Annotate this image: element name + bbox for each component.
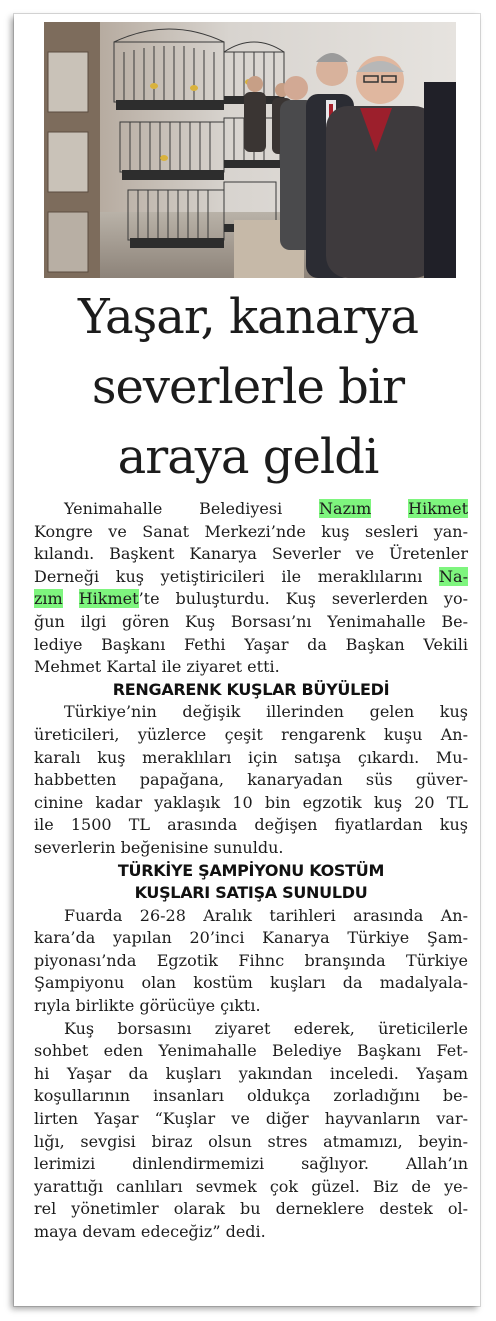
text-run: ’te buluşturdu. Kuş severlerden yo- [138,589,468,609]
text-run: Derneği kuş yetiştiricileri ile meraklılarını [34,566,440,586]
text-run: hi Yaşar da kuşları yakından inceledi. Yaşam [34,1063,468,1083]
text-run: ğun ilgi gören Kuş Borsası’nı Yenimahalle Be- [34,611,468,631]
headline-line: Yaşar, kanarya [78,289,418,345]
headline [20,282,476,492]
text-run: Mehmet Kartal ile ziyaret etti. [34,657,280,677]
text-line [34,588,468,611]
text-run: Fuarda 26-28 Aralık tarihleri arasında An- [64,905,468,925]
text-line [34,611,468,634]
text-run: kılandı. Başkent Kanarya Severler ve Üretenler [34,544,468,564]
text-run: lerimizi dinlendirmemizi sağlıyor. Allah’ın [34,1154,468,1174]
paragraph-2 [34,701,468,859]
paragraph-4 [34,1018,468,1244]
text-run: karalı kuş meraklıları için satışa çıkardı. Mu- [34,747,468,767]
text-line [34,1063,468,1086]
text-run: rel yönetimler olarak bu derneklere destek ol- [34,1199,468,1219]
text-run: üreticileri, yüzlerce çeşit rengarenk kuşu An- [34,724,468,744]
highlighted-word: Hikmet [408,499,468,518]
text-run [371,499,408,518]
paragraph-1 [34,498,468,679]
headline-line: severlerle bir [91,359,405,415]
text-run: cinine kadar yaklaşık 10 bin egzotik kuş 20 TL [34,792,468,812]
paragraph-3 [34,905,468,1018]
text-line [34,634,468,657]
text-line [34,1176,468,1199]
text-line [34,1131,468,1154]
text-run: habbetten papağana, kanaryadan süs güver- [34,770,468,790]
text-run: sohbet eden Yenimahalle Belediye Başkanı Fet- [34,1041,468,1061]
text-line [34,1040,468,1063]
text-line [34,521,468,544]
photo-illustration [44,22,456,278]
subheading: TÜRKİYE ŞAMPİYONU KOSTÜM [117,860,385,880]
text-run: maya devam edeceğiz” dedi. [34,1222,266,1241]
highlighted-word: Hikmet [78,589,139,609]
text-line [34,747,468,770]
text-line [34,498,468,521]
headline-line: araya geldi [117,429,379,485]
text-run [63,589,79,608]
text-line [34,656,468,679]
text-run: lığı, sevgisi biraz olsun stres atmamızı, beyin- [34,1131,468,1151]
text-line [34,1153,468,1176]
text-run: Yenimahalle Belediyesi [64,499,320,518]
text-line [34,792,468,815]
text-run: rıyla birlikte görücüye çıktı. [34,996,261,1016]
text-line [34,972,468,995]
text-line [34,1085,468,1108]
text-line [34,1018,468,1041]
text-line [34,950,468,973]
text-run: lirten Yaşar “Kuşlar ve diğer hayvanların var- [34,1109,468,1129]
news-photo [44,22,456,278]
text-run: kara’da yapılan 20’inci Kanarya Türkiye Şam- [34,928,468,948]
text-line [34,543,468,566]
text-line [34,995,468,1018]
text-run: Kongre ve Sanat Merkezi’nde kuş sesleri yan- [34,521,468,541]
text-run: piyonası’nda Egzotik Fihnc branşında Türkiye [34,950,468,970]
text-run: Kuş borsasını ziyaret ederek, üreticilerle [64,1018,468,1038]
text-run: ile 1500 TL arasında değişen fiyatlardan kuş [34,815,468,835]
text-line [34,814,468,837]
highlighted-word: zım [34,589,63,609]
text-line [34,769,468,792]
text-line [34,1198,468,1221]
text-run: koşullarının insanları oldukça zorladığını be- [34,1086,468,1106]
text-line [34,837,468,860]
text-run: lediye Başkanı Fethi Yaşar da Başkan Vekili [34,634,468,654]
text-line [34,1221,468,1244]
text-line [34,1108,468,1131]
text-run: Şampiyonu olan kostüm kuşları da madalyala- [34,973,468,993]
highlighted-word: Nazım [319,499,372,518]
subheading: KUŞLARI SATIŞA SUNULDU [134,883,368,903]
text-run: severlerin beğenisine sunuldu. [34,837,284,857]
text-run: yarattığı canlıları sevmek çok güzel. Biz de ye- [34,1176,468,1196]
text-line [34,701,468,724]
subheading: RENGARENK KUŞLAR BÜYÜLEDİ [112,679,390,699]
highlighted-word: Na- [439,566,468,586]
text-line [34,905,468,928]
text-run: Türkiye’nin değişik illerinden gelen kuş [64,702,468,722]
article-body [34,498,468,1244]
text-line [34,566,468,589]
text-line [34,724,468,747]
text-line [34,927,468,950]
